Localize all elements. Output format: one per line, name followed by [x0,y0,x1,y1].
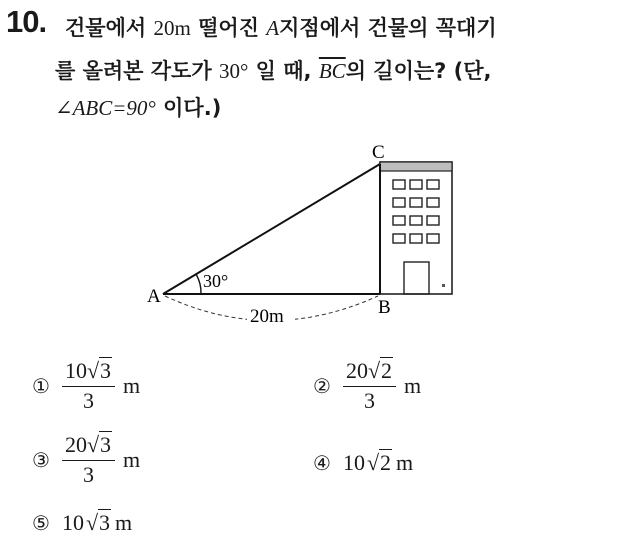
choice-5[interactable] [32,510,132,536]
fraction [62,432,115,488]
angle-label: 30° [203,271,229,291]
q-text: 의 길이는? (단, [345,59,492,83]
sqrt-icon: √ [366,450,380,475]
unit: m [396,450,414,475]
radicand: 3 [99,510,111,535]
choice-mark: ③ [32,448,50,472]
sqrt-icon: √ [86,358,100,383]
denominator: 3 [82,388,94,413]
fraction [343,358,396,414]
choice-4[interactable] [313,450,413,476]
coefficient: 10 [61,510,84,535]
choice-mark: ④ [313,451,331,475]
unit: m [404,373,422,398]
numerator-coef: 10 [64,358,87,383]
question-number: 10. [6,4,47,39]
q-text: 건물에서 [65,16,147,40]
numerator-coef: 20 [64,432,87,457]
radicand: 2 [380,450,392,475]
q-text: 지점에서 건물의 꼭대기 [279,16,497,40]
denominator: 3 [363,388,375,413]
label-A: A [147,286,161,307]
sqrt-icon: √ [86,432,100,457]
radicand: 3 [100,358,112,383]
fraction [62,358,115,414]
q-condition: ∠ABC=90° [55,96,156,120]
coefficient: 10 [342,450,365,475]
unit: m [115,510,133,535]
choice-mark: ② [313,374,331,398]
radicand: 2 [381,358,393,383]
sqrt-icon: √ [367,358,381,383]
q-text: 떨어진 [198,16,259,40]
unit: m [123,447,141,472]
choice-1[interactable] [32,358,140,414]
choice-mark: ① [32,374,50,398]
building-icon [380,162,452,294]
q-text: 일 때, [255,59,312,83]
denominator: 3 [82,462,94,487]
numerator-coef: 20 [345,358,368,383]
unit: m [123,373,141,398]
radicand: 3 [100,432,112,457]
q-segment: $\overline{BC}$ [318,59,346,83]
choice-2[interactable] [313,358,421,414]
label-C: C [372,142,385,163]
q-distance: 20m [153,16,191,40]
distance-label: 20m [250,306,284,327]
choice-mark: ⑤ [32,511,50,535]
sqrt-icon: √ [85,510,99,535]
q-point: A [266,16,280,40]
choice-3[interactable] [32,432,140,488]
q-text: 를 올려본 각도가 [55,59,212,83]
q-angle: 30° [218,59,249,83]
label-B: B [378,297,391,318]
angle-arc [196,274,201,294]
q-text: 이다.) [163,96,222,120]
